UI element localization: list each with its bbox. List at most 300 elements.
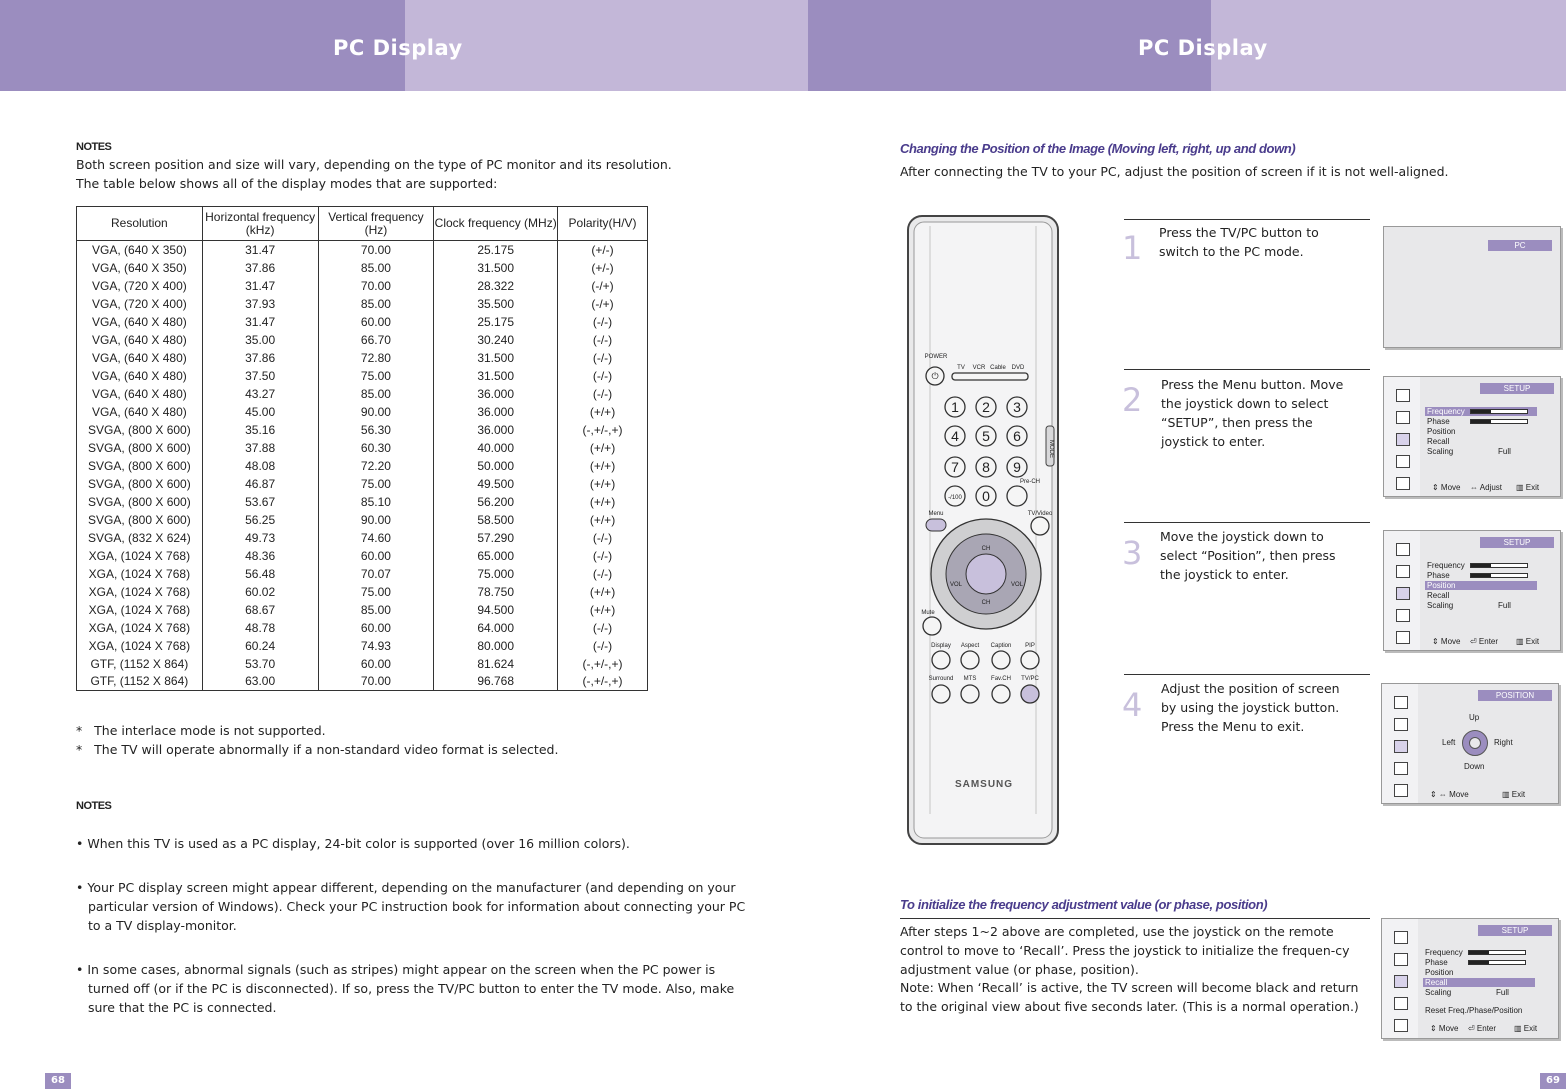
cell-resolution: GTF, (1152 X 864) [77,673,203,691]
section-intro-position: After connecting the TV to your PC, adjust the position of screen if it is not well-aligned. [900,164,1449,179]
table-row [77,475,648,493]
vol-right-label: VOL [1010,582,1024,588]
cell-vertical: 75.00 [318,583,434,601]
pip-label: PIP [1025,643,1035,649]
digit-6-label: 6 [1013,428,1021,444]
step-3-text: Move the joystick down to select “Position”, then press the joystick to enter. [1160,529,1336,582]
cell-clock: 40.000 [434,439,558,457]
picture-menu-icon [1394,696,1408,709]
tvvideo-button[interactable] [1031,517,1049,535]
cell-clock: 31.500 [434,349,558,367]
cell-polarity: (-/-) [558,313,648,331]
footnote-nonstandard: * The TV will operate abnormally if a non-standard video format is selected. [76,742,559,757]
col-header-resolution: Resolution [77,207,203,241]
table-row [77,601,648,619]
col-header-vertical: Vertical frequency (Hz) [318,207,434,241]
channel-menu-icon [1394,997,1408,1010]
cell-polarity: (-/+) [558,277,648,295]
samsung-logo: SAMSUNG [954,779,1014,790]
cell-resolution: VGA, (640 X 480) [77,385,203,403]
setup-menu-icon [1394,740,1408,753]
cell-horizontal: 37.86 [202,349,318,367]
cell-horizontal: 53.67 [202,493,318,511]
mode-dvd: DVD [1011,365,1025,371]
mute-label: Mute [921,610,935,616]
cell-resolution: XGA, (1024 X 768) [77,547,203,565]
digit-1-label: 1 [951,399,959,415]
table-row [77,421,648,439]
cell-vertical: 90.00 [318,511,434,529]
cell-horizontal: 48.08 [202,457,318,475]
aspect-label: Aspect [960,643,980,649]
table-row [77,349,648,367]
mts-label: MTS [963,676,977,682]
cell-clock: 35.500 [434,295,558,313]
input-menu-icon [1396,631,1410,644]
ch-down-label: CH [981,600,991,606]
cell-clock: 49.500 [434,475,558,493]
mute-button[interactable] [923,617,941,635]
cell-vertical: 72.80 [318,349,434,367]
step-2-number: 2 [1122,381,1143,419]
cell-horizontal: 46.87 [202,475,318,493]
osd-footer-exit: ▥ Exit [1516,483,1540,492]
cell-horizontal: 43.27 [202,385,318,403]
cell-clock: 36.000 [434,403,558,421]
cell-horizontal: 31.47 [202,241,318,259]
osd-item-frequency: Frequency [1425,407,1537,416]
remote-control-drawing [906,214,1062,846]
cell-polarity: (-/-) [558,619,648,637]
cell-vertical: 75.00 [318,475,434,493]
surround-label: Surround [928,676,954,682]
osd-item-scaling: Scaling [1427,447,1454,456]
osd-item-position: Position [1427,427,1456,436]
table-row [77,241,648,259]
cell-horizontal: 35.16 [202,421,318,439]
osd-footer-move: ⇕ Move [1432,483,1461,492]
osd-item-recall: Recall [1423,978,1535,987]
sound-menu-icon [1396,565,1410,578]
cell-horizontal: 37.86 [202,259,318,277]
sound-menu-icon [1396,411,1410,424]
display-button[interactable] [932,651,950,669]
cell-horizontal: 31.47 [202,277,318,295]
prech-label: Pre-CH [1019,479,1041,485]
cell-clock: 78.750 [434,583,558,601]
cell-resolution: SVGA, (800 X 600) [77,493,203,511]
cell-clock: 58.500 [434,511,558,529]
cell-polarity: (-/-) [558,529,648,547]
cell-clock: 94.500 [434,601,558,619]
cell-resolution: SVGA, (800 X 600) [77,475,203,493]
osd-item-scaling: Scaling [1425,988,1452,997]
cell-vertical: 85.10 [318,493,434,511]
menu-label: Menu [928,511,944,517]
cell-polarity: (-/-) [558,331,648,349]
table-row [77,565,648,583]
picture-menu-icon [1396,543,1410,556]
cell-clock: 57.290 [434,529,558,547]
cell-clock: 31.500 [434,367,558,385]
cell-clock: 80.000 [434,637,558,655]
cell-resolution: XGA, (1024 X 768) [77,619,203,637]
cell-polarity: (+/+) [558,457,648,475]
phase-bar [1470,573,1528,578]
cell-polarity: (-/-) [558,547,648,565]
step-4-number: 4 [1122,686,1143,724]
left-page-number: 68 [45,1073,71,1089]
cell-vertical: 70.07 [318,565,434,583]
cell-resolution: XGA, (1024 X 768) [77,565,203,583]
osd-scaling-value: Full [1496,988,1509,997]
osd-item-frequency: Frequency [1427,561,1465,570]
notes-heading: NOTES [76,141,112,153]
note-bullet-color: • When this TV is used as a PC display, 24-bit color is supported (over 16 million colors). [76,836,630,851]
notes-heading-2: NOTES [76,800,112,812]
right-page-title: PC Display [1138,36,1268,60]
cell-clock: 36.000 [434,385,558,403]
osd-item-phase: Phase [1427,417,1450,426]
left-header-band-light [405,0,808,91]
cell-polarity: (+/+) [558,583,648,601]
favch-button[interactable] [992,685,1010,703]
digit-4-label: 4 [951,428,959,444]
cell-polarity: (-/+) [558,295,648,313]
osd-footer-enter: ⏎ Enter [1470,637,1499,646]
table-row [77,637,648,655]
cell-horizontal: 48.78 [202,619,318,637]
cell-polarity: (+/-) [558,259,648,277]
osd-footer-move: ⇕ Move [1432,637,1461,646]
phase-bar [1470,419,1528,424]
osd-setup-tag: SETUP [1480,537,1554,548]
col-header-horizontal: Horizontal frequency (kHz) [202,207,318,241]
footnote-interlace: * The interlace mode is not supported. [76,723,326,738]
section2-note: Note: When ‘Recall’ is active, the TV screen will become black and return to the original view about five seconds later. (This is a normal operation.) [900,980,1359,1014]
osd-setup-tag: SETUP [1478,925,1552,936]
table-row [77,619,648,637]
channel-menu-icon [1394,762,1408,775]
osd-item-scaling: Scaling [1427,601,1454,610]
cell-polarity: (+/+) [558,511,648,529]
channel-menu-icon [1396,455,1410,468]
osd-setup-frequency [1383,376,1561,497]
cell-clock: 65.000 [434,547,558,565]
cell-polarity: (+/+) [558,475,648,493]
table-row [77,277,648,295]
osd-item-phase: Phase [1425,958,1448,967]
osd-footer-enter: ⏎ Enter [1468,1024,1497,1033]
table-row [77,493,648,511]
prech-button[interactable] [1007,486,1027,506]
cell-resolution: SVGA, (800 X 600) [77,439,203,457]
cell-resolution: XGA, (1024 X 768) [77,601,203,619]
digit-7-label: 7 [951,459,959,475]
step-1-rule [1124,219,1370,220]
step-1-number: 1 [1122,229,1143,267]
cell-resolution: GTF, (1152 X 864) [77,655,203,673]
osd-pc-mode [1383,226,1561,348]
cell-horizontal: 56.25 [202,511,318,529]
cell-vertical: 74.60 [318,529,434,547]
osd-pc-tag: PC [1488,240,1552,251]
input-menu-icon [1394,784,1408,797]
osd-footer-move: ⇕ ⇔ Move [1430,790,1469,799]
digit-2-label: 2 [982,399,990,415]
cell-resolution: XGA, (1024 X 768) [77,583,203,601]
digit-9-label: 9 [1013,459,1021,475]
aspect-button[interactable] [961,651,979,669]
display-label: Display [931,643,951,649]
cell-polarity: (+/+) [558,601,648,619]
digit-8-label: 8 [982,459,990,475]
cell-horizontal: 49.73 [202,529,318,547]
right-page-number: 69 [1540,1073,1566,1089]
table-row [77,385,648,403]
sound-menu-icon [1394,953,1408,966]
col-header-polarity: Polarity(H/V) [558,207,648,241]
osd-item-recall: Recall [1427,437,1450,446]
cell-resolution: SVGA, (832 X 624) [77,529,203,547]
left-page-title: PC Display [333,36,463,60]
cell-vertical: 60.00 [318,655,434,673]
cell-clock: 31.500 [434,259,558,277]
table-row [77,529,648,547]
osd-position-tag: POSITION [1478,690,1552,701]
osd-item-position: Position [1425,968,1454,977]
osd-footer-exit: ▥ Exit [1516,637,1540,646]
cell-horizontal: 37.88 [202,439,318,457]
cell-horizontal: 63.00 [202,673,318,691]
table-row [77,655,648,673]
cell-polarity: (-/-) [558,637,648,655]
cell-polarity: (-,+/-,+) [558,421,648,439]
cell-resolution: VGA, (640 X 480) [77,367,203,385]
cell-resolution: VGA, (640 X 480) [77,313,203,331]
cell-horizontal: 37.50 [202,367,318,385]
intro-line-1: Both screen position and size will vary, depending on the type of PC monitor and its resolution. [76,157,672,172]
osd-up-label: Up [1469,713,1480,722]
cell-vertical: 75.00 [318,367,434,385]
minus100-label: -/100 [948,495,962,501]
cell-clock: 28.322 [434,277,558,295]
cell-vertical: 60.00 [318,619,434,637]
frequency-bar [1470,563,1528,568]
step-3-number: 3 [1122,534,1143,572]
picture-menu-icon [1396,389,1410,402]
cell-resolution: SVGA, (800 X 600) [77,511,203,529]
cell-resolution: XGA, (1024 X 768) [77,637,203,655]
table-row [77,439,648,457]
pip-button[interactable] [1021,651,1039,669]
tvvideo-label: TV/Video [1027,511,1053,517]
osd-scaling-value: Full [1498,447,1511,456]
mode-selector[interactable] [952,373,1028,380]
intro-line-2: The table below shows all of the display modes that are supported: [76,176,498,191]
osd-footer-exit: ▥ Exit [1502,790,1526,799]
cell-vertical: 60.00 [318,313,434,331]
remote-control [906,214,1062,846]
cell-horizontal: 35.00 [202,331,318,349]
cell-vertical: 70.00 [318,673,434,691]
table-row [77,547,648,565]
setup-menu-icon [1396,433,1410,446]
cell-polarity: (+/+) [558,493,648,511]
sound-menu-icon [1394,718,1408,731]
cell-polarity: (-/-) [558,565,648,583]
section-title-initialize: To initialize the frequency adjustment value (or phase, position) [900,897,1268,912]
cell-vertical: 85.00 [318,295,434,313]
cell-clock: 30.240 [434,331,558,349]
osd-position [1381,683,1559,804]
cell-vertical: 56.30 [318,421,434,439]
step-1-text: Press the TV/PC button to switch to the PC mode. [1159,225,1319,259]
cell-resolution: VGA, (640 X 350) [77,241,203,259]
cell-resolution: VGA, (640 X 480) [77,403,203,421]
table-row [77,313,648,331]
table-body [77,241,648,691]
section2-rule [900,918,1370,919]
osd-item-recall: Recall [1427,591,1450,600]
table-row [77,511,648,529]
frequency-bar [1468,950,1526,955]
setup-menu-icon [1394,975,1408,988]
caption-label: Caption [990,643,1012,649]
mode-tv: TV [957,365,965,371]
svg-text:⏻: ⏻ [931,371,939,381]
cell-horizontal: 48.36 [202,547,318,565]
cell-clock: 56.200 [434,493,558,511]
cell-vertical: 90.00 [318,403,434,421]
osd-item-phase: Phase [1427,571,1450,580]
joystick-pad [931,519,1041,629]
vol-left-label: VOL [949,582,963,588]
osd-item-position: Position [1425,581,1537,590]
menu-button[interactable] [926,519,946,531]
cell-polarity: (-/-) [558,385,648,403]
cell-polarity: (-,+/-,+) [558,655,648,673]
table-row [77,367,648,385]
cell-clock: 50.000 [434,457,558,475]
table-row [77,295,648,313]
cell-clock: 36.000 [434,421,558,439]
table-row [77,259,648,277]
table-header-row [77,207,648,241]
step-2-rule [1124,369,1370,370]
cell-clock: 81.624 [434,655,558,673]
section-title-position: Changing the Position of the Image (Moving left, right, up and down) [900,141,1296,156]
cell-vertical: 70.00 [318,241,434,259]
step-3-rule [1124,522,1370,523]
cell-horizontal: 45.00 [202,403,318,421]
osd-item-frequency: Frequency [1425,948,1463,957]
table-row [77,583,648,601]
cell-polarity: (-,+/-,+) [558,673,648,691]
step-4-rule [1124,674,1370,675]
display-modes-table [76,206,648,691]
cell-clock: 25.175 [434,313,558,331]
setup-menu-icon [1396,587,1410,600]
cell-vertical: 85.00 [318,385,434,403]
cell-polarity: (-/-) [558,367,648,385]
osd-right-label: Right [1494,738,1513,747]
cell-resolution: VGA, (640 X 480) [77,331,203,349]
surround-button[interactable] [932,685,950,703]
table-row [77,403,648,421]
cell-clock: 64.000 [434,619,558,637]
osd-reset-text: Reset Freq./Phase/Position [1425,1006,1523,1015]
tvpc-label: TV/PC [1021,676,1039,682]
picture-menu-icon [1394,931,1408,944]
osd-footer-exit: ▥ Exit [1514,1024,1538,1033]
note-bullet-abnormal: • In some cases, abnormal signals (such as stripes) might appear on the screen when the PC power is turned off (or if the PC is disconnected). If so, press the TV/PC button to enter the TV mode. Also, make sure that the PC is connected. [76,962,735,1015]
cell-polarity: (+/+) [558,403,648,421]
cell-horizontal: 53.70 [202,655,318,673]
note-bullet-appearance: • Your PC display screen might appear different, depending on the manufacturer (and depending on your particular version of Windows). Check your PC instruction book for information about connecting your PC to a TV display-monitor. [76,880,746,933]
table-row [77,673,648,691]
tvpc-button[interactable] [1021,685,1039,703]
cell-resolution: VGA, (640 X 480) [77,349,203,367]
cell-horizontal: 37.93 [202,295,318,313]
favch-label: Fav.CH [991,676,1011,682]
digit-0-label: 0 [982,488,990,504]
cell-vertical: 85.00 [318,259,434,277]
osd-setup-tag: SETUP [1480,383,1554,394]
step-4-text: Adjust the position of screen by using the joystick button. Press the Menu to exit. [1161,681,1340,734]
joystick-center-dot [1469,737,1481,749]
caption-button[interactable] [992,651,1010,669]
cell-horizontal: 31.47 [202,313,318,331]
frequency-bar [1470,409,1528,414]
joystick-center[interactable] [966,554,1006,594]
cell-vertical: 72.20 [318,457,434,475]
cell-vertical: 70.00 [318,277,434,295]
cell-resolution: SVGA, (800 X 600) [77,421,203,439]
cell-resolution: VGA, (640 X 350) [77,259,203,277]
remote-power-label: POWER [924,354,948,360]
step-2-text: Press the Menu button. Move the joystick down to select “SETUP”, then press the joystick to enter. [1161,377,1344,449]
digit-3-label: 3 [1013,399,1021,415]
cell-vertical: 60.30 [318,439,434,457]
cell-horizontal: 60.24 [202,637,318,655]
remote-side-label: MODE [1048,440,1054,458]
input-menu-icon [1394,1019,1408,1032]
cell-clock: 25.175 [434,241,558,259]
cell-vertical: 85.00 [318,601,434,619]
digit-5-label: 5 [982,428,990,444]
phase-bar [1468,960,1526,965]
osd-setup-position [1383,530,1561,651]
cell-horizontal: 68.67 [202,601,318,619]
cell-vertical: 60.00 [318,547,434,565]
table-row [77,457,648,475]
ch-up-label: CH [981,546,991,552]
osd-down-label: Down [1464,762,1485,771]
cell-horizontal: 56.48 [202,565,318,583]
mts-button[interactable] [961,685,979,703]
section2-paragraph: After steps 1~2 above are completed, use the joystick on the remote control to move to ‘Recall’. Press the joystick to initialize the frequen-cy adjustment value (or phase, position). [900,924,1350,977]
cell-vertical: 74.93 [318,637,434,655]
mode-vcr: VCR [972,365,986,371]
osd-footer-move: ⇕ Move [1430,1024,1459,1033]
osd-footer-adjust: ⇔ Adjust [1470,483,1503,492]
cell-horizontal: 60.02 [202,583,318,601]
cell-resolution: VGA, (720 X 400) [77,295,203,313]
col-header-clock: Clock frequency (MHz) [434,207,558,241]
osd-scaling-value: Full [1498,601,1511,610]
cell-vertical: 66.70 [318,331,434,349]
